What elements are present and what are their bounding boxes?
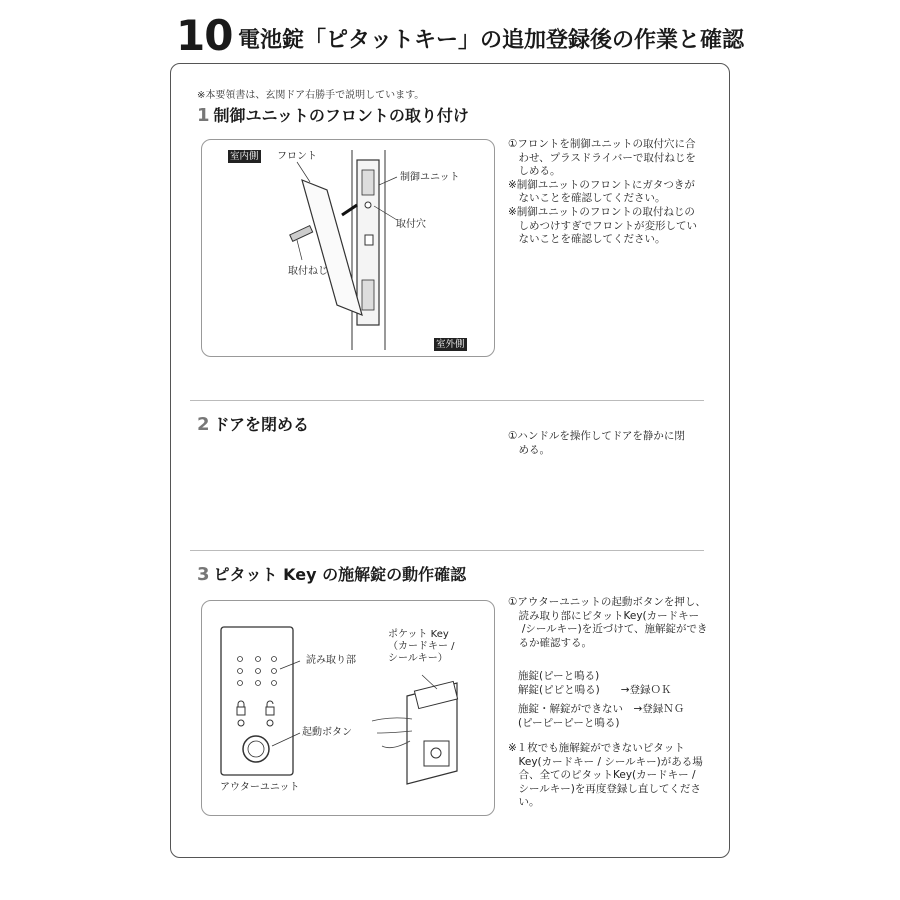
instruction-line: ないことを確認してください。 [508,233,666,246]
page-title: 電池錠「ピタットキー」の追加登録後の作業と確認 [238,28,745,53]
control-unit-label: 制御ユニット [400,172,460,183]
section3-number: 3 [197,564,210,585]
section-divider [190,550,704,551]
outdoor-tag: 室外側 [436,339,465,350]
result-line: 施錠・解錠ができない →登録ＮＧ [518,703,685,716]
indoor-tag: 室内側 [230,151,259,162]
section2-heading [197,414,309,436]
instruction-line: しめる。 [508,165,561,178]
section1-instructions [508,138,697,247]
section1-title: 制御ユニットのフロントの取り付け [213,106,469,125]
instruction-line: るか確認する。 [508,636,592,649]
section3-results [518,670,684,730]
note-line: い。 [508,796,540,809]
result-line: (ピーピーピーと鳴る) [518,716,620,729]
note-line: 合、全てのピタットKey(カードキー / [508,769,696,782]
section2-number: 2 [197,414,210,435]
section3-figure [201,600,495,816]
step-number: 10 [176,11,233,60]
section2-instructions [508,430,685,457]
note-line: ※１枚でも施解錠ができないピタット [508,742,685,754]
section1-number: 1 [197,105,210,126]
result-line: 解錠(ピピと鳴る) →登録ＯＫ [518,683,672,696]
instruction-line: /シールキー)を近づけて、施解錠ができ [508,623,708,636]
instruction-line: める。 [508,443,550,456]
reader-label: 読み取り部 [306,655,356,666]
section2-title: ドアを閉める [213,415,310,434]
outer-unit-label: アウターユニット [220,782,300,793]
section3-heading [197,564,466,586]
section3-instructions [508,596,708,650]
handedness-note: ※本要領書は、玄関ドア右勝手で説明しています。 [197,90,425,101]
instruction-line: ①ハンドルを操作してドアを静かに閉 [508,430,685,442]
front-label: フロント [277,151,317,162]
instruction-line: ※制御ユニットのフロントの取付ねじの [508,205,695,218]
instruction-line: ①フロントを制御ユニットの取付穴に合 [508,138,696,150]
instruction-line: わせ、プラスドライバーで取付ねじを [508,151,696,164]
note-line: シールキー)を再度登録し直してくださ [508,782,701,795]
mount-screw-label: 取付ねじ [288,266,328,277]
instruction-line: しめつけすぎでフロントが変形してい [508,219,697,232]
pocket-key-label: ポケット Key （カードキー / シールキー） [388,629,455,664]
section-divider [190,400,704,401]
result-line: 施錠(ピーと鳴る) [518,670,600,682]
mount-hole-label: 取付穴 [396,219,426,230]
section1-figure [201,139,495,357]
note-line: Key(カードキー / シールキー)がある場 [508,755,703,768]
section1-heading [197,105,469,127]
section3-title: ピタット Key の施解錠の動作確認 [213,565,467,584]
instruction-line: ①アウターユニットの起動ボタンを押し、 [508,596,706,608]
instruction-line: ※制御ユニットのフロントにガタつきが [508,178,695,191]
instruction-line: ないことを確認してください。 [508,192,666,205]
section3-note [508,742,703,810]
instruction-line: 読み取り部にピタットKey(カードキー [508,609,700,622]
start-button-label: 起動ボタン [302,727,352,738]
